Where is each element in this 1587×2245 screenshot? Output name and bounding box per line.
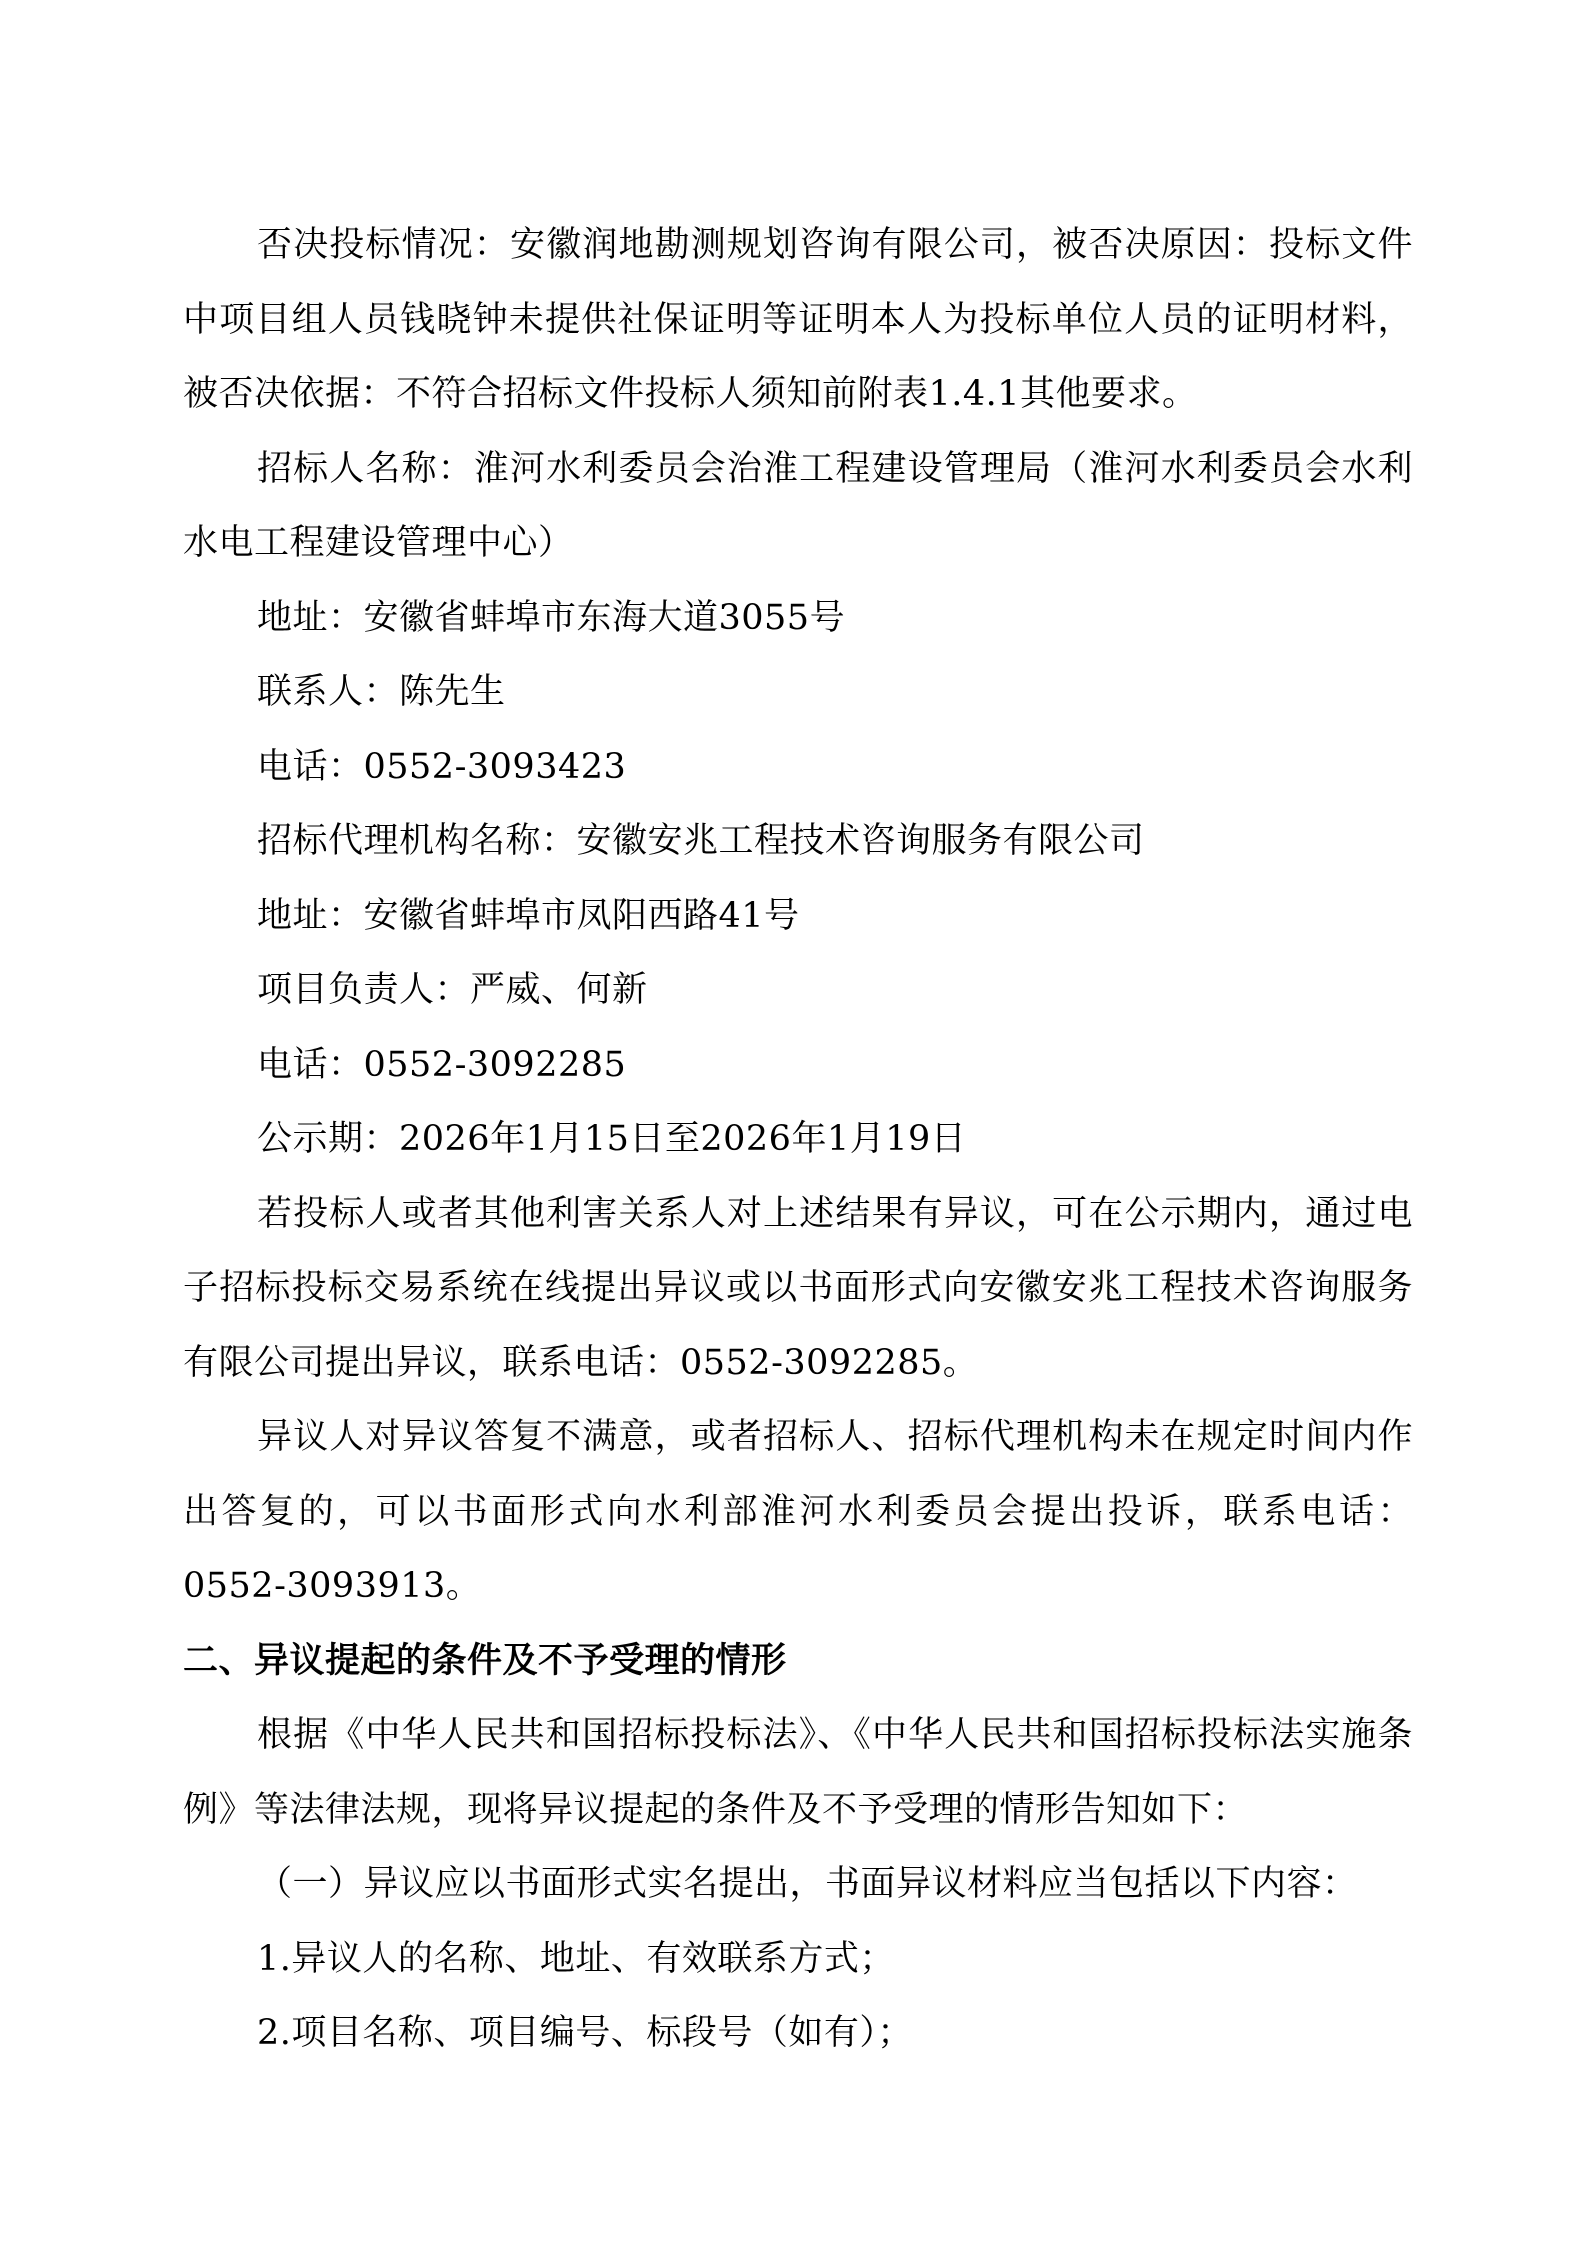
paragraph-legal-basis: 根据《中华人民共和国招标投标法》、《中华人民共和国招标投标法实施条例》等法律法规，现将异议提起的条件及不予受理的情形告知如下： [183, 1715, 1413, 1830]
list-item-1: 1.异议人的名称、地址、有效联系方式； [257, 1938, 895, 1979]
paragraph-publicity-period: 公示期：2026年1月15日至2026年1月19日 [257, 1119, 967, 1159]
paragraph-tenderer-address: 地址：安徽省蚌埠市东海大道3055号 [257, 597, 846, 638]
paragraph-project-manager: 项目负责人：严威、何新 [257, 970, 648, 1010]
paragraph-tenderer-phone: 电话：0552-3093423 [257, 746, 627, 787]
paragraph-tenderer-contact: 联系人：陈先生 [257, 672, 506, 712]
paragraph-agency-phone: 电话：0552-3092285 [257, 1044, 627, 1085]
list-item-2: 2.项目名称、项目编号、标段号（如有）； [257, 2013, 913, 2053]
section-heading: 二、异议提起的条件及不予受理的情形 [183, 1640, 787, 1681]
document-body [183, 208, 1413, 2071]
paragraph-objection-channel: 若投标人或者其他利害关系人对上述结果有异议，可在公示期内，通过电子招标投标交易系统在线提出异议或以书面形式向安徽安兆工程技术咨询服务有限公司提出异议，联系电话：0552-3092285。 [183, 1193, 1413, 1383]
paragraph-agency-address: 地址：安徽省蚌埠市凤阳西路41号 [257, 895, 800, 936]
paragraph-tenderer-name: 招标人名称：淮河水利委员会治淮工程建设管理局（淮河水利委员会水利水电工程建设管理中心） [183, 448, 1413, 563]
paragraph-complaint-channel: 异议人对异议答复不满意，或者招标人、招标代理机构未在规定时间内作出答复的，可以书面形式向水利部淮河水利委员会提出投诉，联系电话：0552-3093913。 [183, 1417, 1413, 1606]
paragraph-agency-name: 招标代理机构名称：安徽安兆工程技术咨询服务有限公司 [257, 821, 1145, 861]
paragraph-condition-1: （一）异议应以书面形式实名提出，书面异议材料应当包括以下内容： [257, 1864, 1358, 1904]
paragraph-rejection-info: 否决投标情况：安徽润地勘测规划咨询有限公司，被否决原因：投标文件中项目组人员钱晓钟未提供社保证明等证明本人为投标单位人员的证明材料，被否决依据：不符合招标文件投标人须知前附表1.4.1其他要求。 [183, 225, 1413, 414]
